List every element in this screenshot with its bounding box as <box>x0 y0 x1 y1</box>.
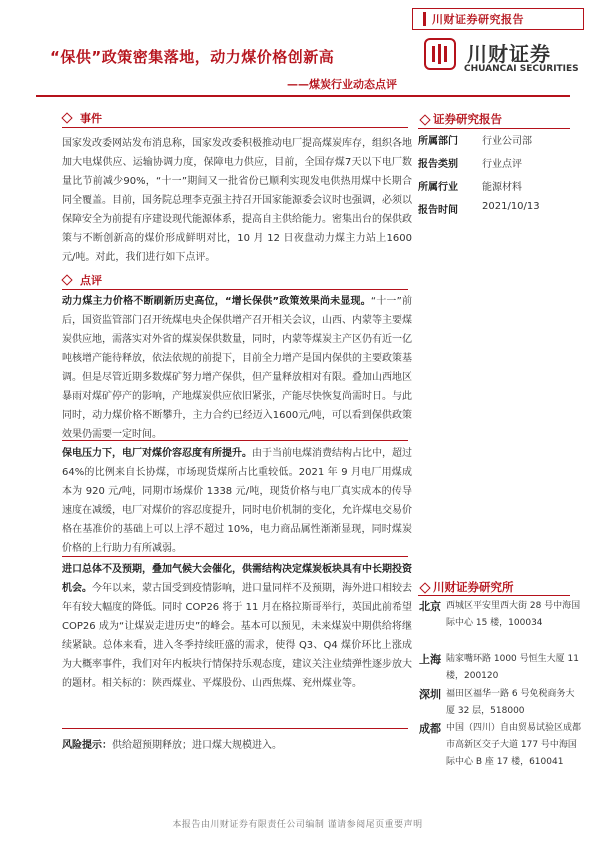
company-logo-icon <box>424 38 456 70</box>
diamond-icon <box>419 114 430 125</box>
report-type-tag <box>412 8 584 30</box>
info-value-industry: 能源材料 <box>482 182 522 193</box>
comment-2-body: 由于当前电煤消费结构占比中，超过 64%的比例来自长协煤，市场现货煤所占比重较低。2021 年 9 月电厂用煤成本为 920 元/吨，同期市场煤价 1338 元/吨，现货价格与电厂真实成本的传导速度在减缓，电厂对煤价的容忍度提升，同时电价机制的变化，允许煤电交易价格在基准价的基础上可以上浮不超过 10%，电力商品属性渐渐显现，同时煤炭价格的上行助力有所减弱。 <box>62 448 412 554</box>
report-title: “保供”政策密集落地，动力煤价格创新高 <box>50 48 335 66</box>
office-city-beijing: 北京 <box>419 600 441 613</box>
report-info-header: 证券研究报告 <box>433 112 502 126</box>
comment-3-lead: 进口总体不及预期，叠加气候大会催化，供需结构决定煤炭板块具有中长期投资机会。 <box>62 564 412 594</box>
risk-label: 风险提示： <box>62 740 112 751</box>
event-paragraph: 国家发改委网站发布消息称，国家发改委积极推动电厂提高煤炭库存，组织各地加大电煤供应、运输协调力度，保障电力供应，目前，全国存煤7天以下电厂数量比节前减少90%，“十一”期间又一批省份已顺利实现发电供热用煤中长期合同全覆盖。目前，国务院总理李克强主持召开国家能源委会议时也强调，必须以保障安全为前提有序建设现代能源体系，提高自主供给能力。密集出台的保供政策与不断创新高的煤价形成鲜明对比，10 月 12 日夜盘动力煤主力站上1600元/吨。对此，我们进行如下点评。 <box>62 138 412 263</box>
diamond-icon <box>419 582 430 593</box>
company-name-en: CHUANCAI SECURITIES <box>464 64 579 74</box>
office-city-chengdu: 成都 <box>419 722 441 735</box>
report-type-label: 川财证券研究报告 <box>432 13 524 26</box>
comment-2-lead: 保电压力下，电厂对煤价容忍度有所提升。 <box>62 448 252 459</box>
risk-warning <box>62 736 282 751</box>
diamond-icon <box>61 112 72 123</box>
section-divider <box>418 128 570 129</box>
info-key-industry: 所属行业 <box>418 182 458 193</box>
section-divider <box>62 127 408 128</box>
tag-bar <box>423 12 426 26</box>
diamond-icon <box>61 274 72 285</box>
office-addr-beijing: 西城区平安里西大街 28 号中海国际中心 15 楼，100034 <box>446 601 581 628</box>
info-key-type: 报告类别 <box>418 159 458 170</box>
info-key-dept: 所属部门 <box>418 136 458 147</box>
office-city-shanghai: 上海 <box>419 653 441 666</box>
section-divider <box>62 440 408 441</box>
header-rule <box>36 95 570 97</box>
risk-text: 供给超预期释放；进口煤大规模进入。 <box>112 740 282 751</box>
section-divider <box>62 556 408 557</box>
institute-header: 川财证券研究所 <box>433 580 514 594</box>
comment-3-body: 今年以来，蒙古国受到疫情影响，进口量同样不及预期，海外进口相较去年有较大幅度的降低。同时 COP26 将于 11 月在格拉斯哥举行，英国此前希望 COP26 成为“让煤炭走进历史”的峰会。基本可以预见，未来煤炭中期供给将继续紧缺。总体来看，进入冬季持续旺盛的需求，使得 Q3、Q4 煤价环比上涨成为大概率事件，我们对年内板块行情保持乐观态度，建议关注业绩弹性逐步放大的题材。相关标的：陕西煤业、平煤股份、山西焦煤、兖州煤业等。 <box>62 583 412 689</box>
info-key-date: 报告时间 <box>418 205 458 216</box>
report-subtitle: ——煤炭行业动态点评 <box>287 78 397 91</box>
office-addr-chengdu: 中国（四川）自由贸易试验区成都市高新区交子大道 177 号中海国际中心 B 座 17 楼，610041 <box>446 723 582 767</box>
office-city-shenzhen: 深圳 <box>419 688 441 701</box>
section-divider <box>418 595 570 596</box>
comment-paragraph-2 <box>62 444 412 558</box>
section-divider <box>62 728 408 729</box>
event-section-label: 事件 <box>80 112 102 125</box>
report-info-table <box>418 132 570 222</box>
comment-section-label: 点评 <box>80 274 102 287</box>
office-addr-shanghai: 陆家嘴环路 1000 号恒生大厦 11 楼，200120 <box>446 654 579 681</box>
office-addr-shenzhen: 福田区福华一路 6 号免税商务大厦 32 层，518000 <box>446 689 575 716</box>
comment-paragraph-3 <box>62 560 412 693</box>
info-value-date: 2021/10/13 <box>482 201 540 212</box>
comment-1-body: “十一”前后，国资监管部门召开统煤电央企保供增产召开相关会议，山西、内蒙等主要煤炭供应地，需落实对外省的煤炭保供数量，同时，内蒙等煤炭主产区仍有近一亿吨核增产能待释放，依法依规的前提下，目前全力增产是国内保供的主要政策基调。但是尽管近期多数煤矿努力增产保供，但产量释放相对有限。叠加山西地区暴雨对煤矿停产的影响，产地煤炭供应依旧紧张，产能尽快恢复尚需时日。与此同时，动力煤价格不断攀升，主力合约已经迈入1600元/吨，可以看到保供政策效果仍需要一定时间。 <box>62 296 412 440</box>
page-footer: 本报告由川财证券有限责任公司编制 谨请参阅尾页重要声明 <box>172 820 423 830</box>
company-name-cn: 川财证券 <box>467 42 551 66</box>
comment-paragraph-1 <box>62 292 412 444</box>
info-value-dept: 行业公司部 <box>482 136 532 147</box>
info-value-type: 行业点评 <box>482 159 522 170</box>
comment-1-lead: 动力煤主力价格不断刷新历史高位，“增长保供”政策效果尚未显现。 <box>62 296 371 307</box>
section-divider <box>62 289 408 290</box>
